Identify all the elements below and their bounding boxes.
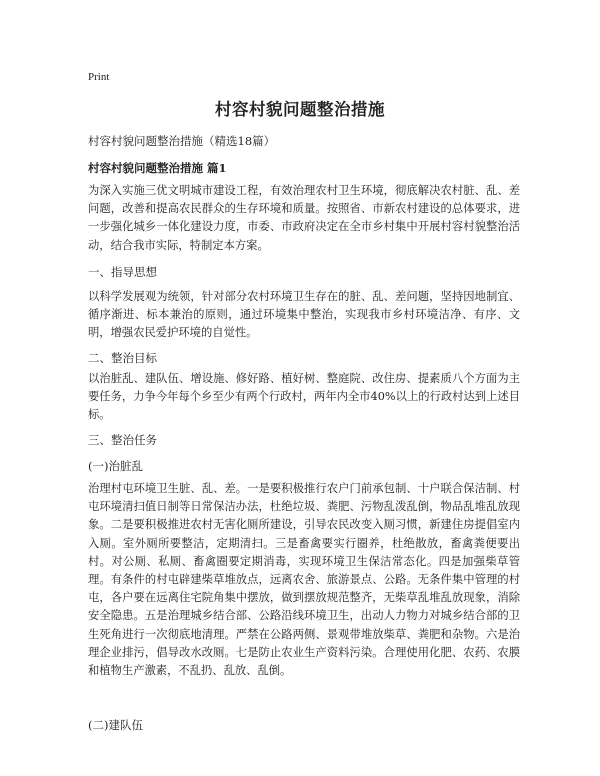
print-link[interactable]: Print — [88, 71, 110, 83]
paragraph-guiding-ideology: 以科学发展观为统领，针对部分农村环境卫生存在的脏、乱、差问题，坚持因地制宜、循序渐进、标本兼治的原则，通过环境集中整治，实现我市乡村环境洁净、有序、文明，增强农民爱护环境的自觉性。 — [88, 290, 520, 340]
page-title: 村容村貌问题整治措施 — [215, 100, 385, 119]
paragraph-goals: 以治脏乱、建队伍、增设施、修好路、植好树、整庭院、改住房、提素质八个方面为主要任务，力争今年每个乡至少有两个行政村，两年内全市40%以上的行政村达到上述目标。 — [88, 372, 520, 422]
heading-task-cleanup: (一)治脏乱 — [88, 459, 143, 473]
heading-guiding-ideology: 一、指导思想 — [88, 265, 157, 279]
heading-goals: 二、整治目标 — [88, 351, 157, 365]
paragraph-task-cleanup: 治理村屯环境卫生脏、乱、差。一是要积极推行农户门前承包制、十户联合保洁制、村屯环境清扫值日制等日常保洁办法，杜绝垃圾、粪肥、污物乱泼乱倒，物品乱堆乱放现象。二是要积极推进农村无害化厕所建设，引导农民改变入厕习惯，新建住房提倡室内入厕。室外厕所要整洁，定期清扫。三是畜禽要实行圈养，杜绝散放，畜禽粪便要出村。对公厕、私厕、畜禽圈要定期消毒，实现环境卫生保洁常态化。四是加强柴草管理。有条件的村屯辟建柴草堆放点，远离农舍、旅游景点、公路。无条件集中管理的村屯，各户要在远离住宅院角集中摆放，做到摆放规范整齐，无柴草乱堆乱放现象，消除安全隐患。五是治理城乡结合部、公路沿线环境卫生，出动人力物力对城乡结合部的卫生死角进行一次彻底地清理。严禁在公路两侧、景观带堆放柴草、粪肥和杂物。六是治理企业排污，倡导改水改厕。七是防止农业生产资料污染。合理使用化肥、农药、农膜和植物生产激素，不乱扔、乱放、乱倒。 — [88, 482, 520, 678]
heading-tasks: 三、整治任务 — [88, 433, 157, 447]
paragraph-intro: 为深入实施三优文明城市建设工程，有效治理农村卫生环境，彻底解决农村脏、乱、差问题，改善和提高农民群众的生存环境和质量。按照省、市新农村建设的总体要求，进一步强化城乡一体化建设力度，市委、市政府决定在全市乡村集中开展村容村貌整治活动，结合我市实际，特制定本方案。 — [88, 184, 520, 252]
heading-task-team: (二)建队伍 — [88, 718, 143, 732]
article-heading: 村容村貌问题整治措施 篇1 — [88, 161, 227, 175]
document-subtitle: 村容村貌问题整治措施（精选18篇） — [88, 134, 276, 148]
